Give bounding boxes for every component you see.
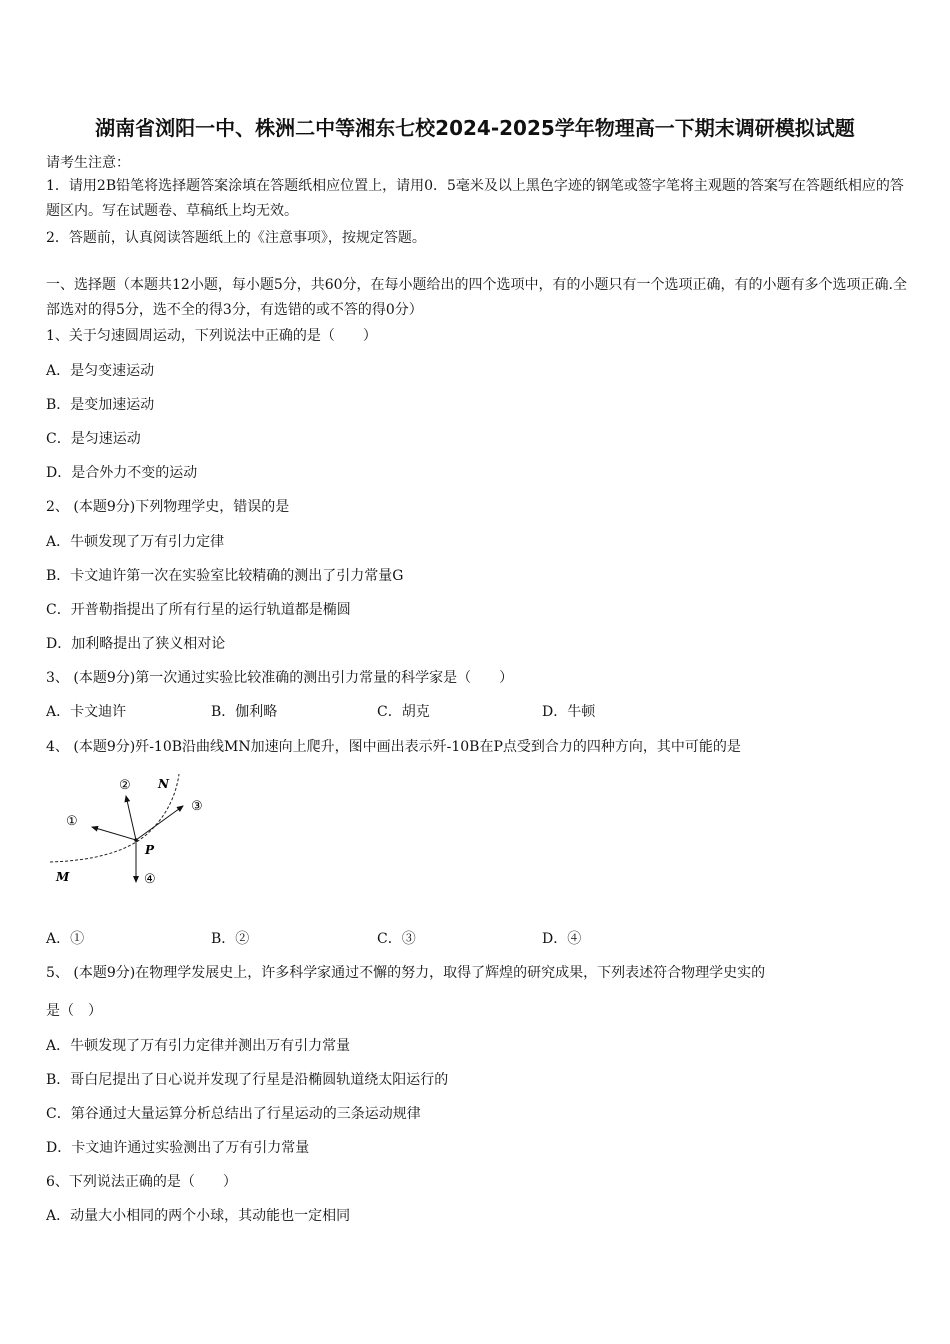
q2-option-a: A．牛顿发现了万有引力定律: [46, 534, 225, 550]
q3-option-d: D．牛顿: [542, 704, 596, 720]
q1-option-c: C．是匀速运动: [46, 431, 141, 447]
q2-stem: 2、 (本题9分)下列物理学史，错误的是: [46, 499, 290, 515]
q4-stem: 4、 (本题9分)歼-10B沿曲线MN加速向上爬升，图中画出表示歼-10B在P点受到合力的四种方向，其中可能的是: [46, 739, 741, 755]
notice-heading: 请考生注意：: [46, 155, 130, 171]
q2-option-c: C．开普勒指提出了所有行星的运行轨道都是椭圆: [46, 602, 351, 618]
label-m: M: [56, 870, 70, 884]
arrow-3: [136, 806, 183, 840]
section-intro: 一、选择题（本题共12小题，每小题5分，共60分，在每小题给出的四个选项中，有的小题只有一个选项正确，有的小题有多个选项正确.全部选对的得5分，选不全的得3分，有选错的或不答的得0分）: [46, 277, 907, 318]
q1-stem: 1、关于匀速圆周运动，下列说法中正确的是（ ）: [46, 328, 377, 344]
q2-option-b: B．卡文迪许第一次在实验室比较精确的测出了引力常量G: [46, 568, 404, 584]
arrow-1: [92, 827, 136, 840]
force-direction-figure: [46, 770, 226, 890]
q1-option-d: D．是合外力不变的运动: [46, 465, 198, 481]
label-4: ④: [144, 872, 156, 887]
q5-option-c: C．第谷通过大量运算分析总结出了行星运动的三条运动规律: [46, 1106, 421, 1122]
q2-option-d: D．加利略提出了狭义相对论: [46, 636, 226, 652]
q6-option-a: A．动量大小相同的两个小球，其动能也一定相同: [46, 1208, 351, 1224]
q3-stem: 3、 (本题9分)第一次通过实验比较准确的测出引力常量的科学家是（ ）: [46, 670, 514, 686]
q4-option-b: B．②: [211, 931, 250, 947]
q6-stem: 6、下列说法正确的是（ ）: [46, 1174, 237, 1190]
label-p: P: [145, 843, 155, 857]
q5-option-d: D．卡文迪许通过实验测出了万有引力常量: [46, 1140, 310, 1156]
q3-option-a: A．卡文迪许: [46, 704, 127, 720]
q5-option-b: B．哥白尼提出了日心说并发现了行星是沿椭圆轨道绕太阳运行的: [46, 1072, 449, 1088]
q5-option-a: A．牛顿发现了万有引力定律并测出万有引力常量: [46, 1038, 351, 1054]
page-title: 湖南省浏阳一中、株洲二中等湘东七校2024-2025学年物理高一下期末调研模拟试题: [95, 116, 855, 140]
notice-item-2: 2．答题前，认真阅读答题纸上的《注意事项》，按规定答题。: [46, 230, 426, 246]
label-3: ③: [191, 799, 203, 814]
q3-option-c: C．胡克: [377, 704, 430, 720]
notice-item-1: 1．请用2B铅笔将选择题答案涂填在答题纸相应位置上，请用0．5毫米及以上黑色字迹的钢笔或签字笔将主观题的答案写在答题纸相应的答题区内。写在试题卷、草稿纸上均无效。: [46, 178, 904, 219]
q5-stem-continued: 是（ ）: [46, 1003, 102, 1019]
label-2: ②: [119, 778, 131, 793]
q1-option-a: A．是匀变速运动: [46, 363, 155, 379]
q1-option-b: B．是变加速运动: [46, 397, 155, 413]
q5-stem: 5、 (本题9分)在物理学发展史上，许多科学家通过不懈的努力，取得了辉煌的研究成果，下列表述符合物理学史实的: [46, 965, 766, 981]
arrow-2: [126, 796, 136, 840]
q4-option-d: D．④: [542, 931, 582, 947]
q3-option-b: B．伽利略: [211, 704, 278, 720]
q4-option-c: C．③: [377, 931, 416, 947]
label-n: N: [158, 777, 169, 791]
q4-option-a: A．①: [46, 931, 85, 947]
label-1: ①: [66, 814, 78, 829]
